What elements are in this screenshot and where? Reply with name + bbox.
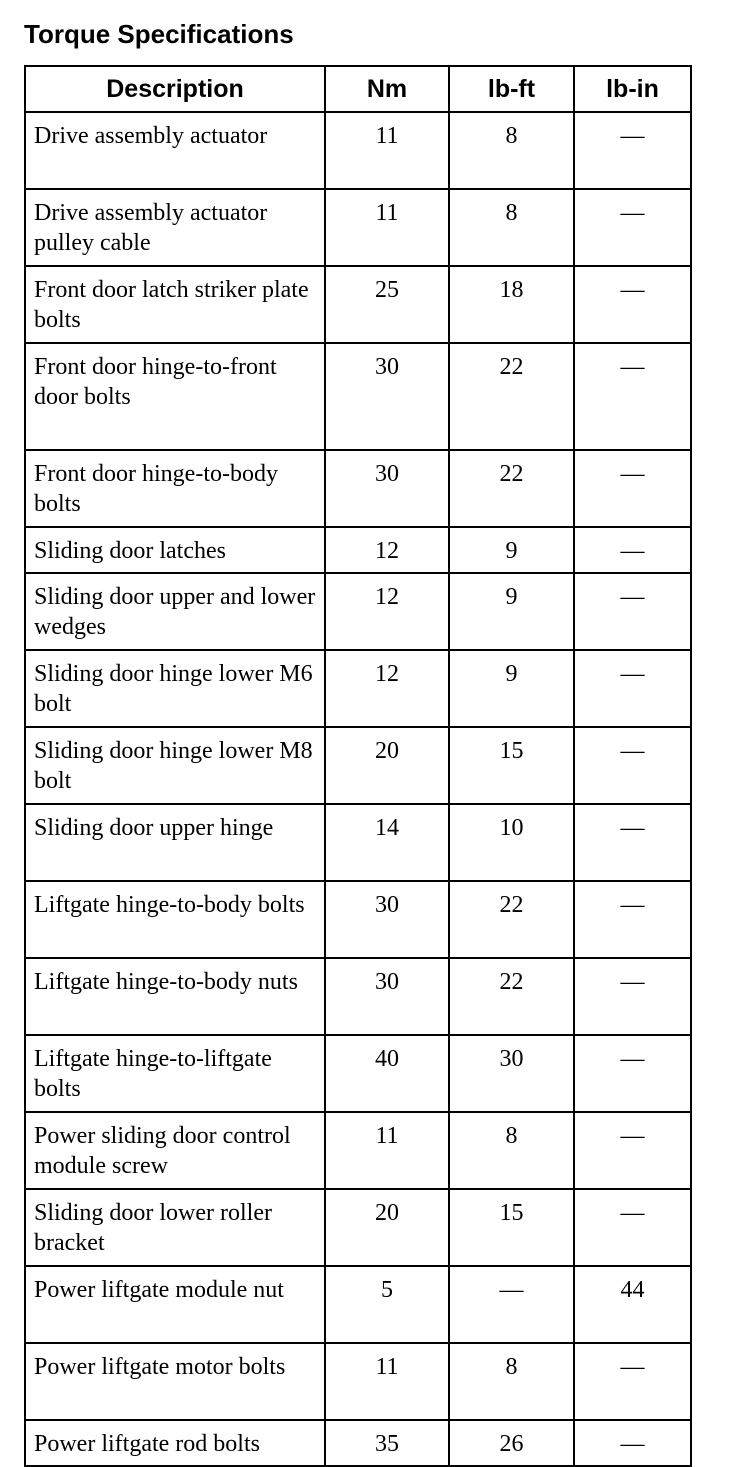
table-row [25, 1343, 691, 1420]
nm-cell: 11 [325, 112, 449, 189]
nm-cell: 12 [325, 573, 449, 650]
lb-in-cell: 44 [574, 1266, 691, 1343]
lb-ft-cell: 9 [449, 527, 574, 573]
table-row [25, 1420, 691, 1466]
lb-in-cell: — [574, 527, 691, 573]
lb-in-cell: — [574, 1343, 691, 1420]
nm-cell: 25 [325, 266, 449, 343]
lb-in-cell: — [574, 1112, 691, 1189]
lb-ft-cell: 22 [449, 958, 574, 1035]
document-title: Torque Specifications [24, 19, 294, 49]
torque-specifications-table [24, 65, 692, 1467]
header-nm: Nm [325, 66, 449, 112]
table-row [25, 450, 691, 527]
description-cell: Front door latch striker plate bolts [25, 266, 325, 343]
description-cell: Front door hinge-to-front door bolts [25, 343, 325, 450]
nm-cell: 20 [325, 1189, 449, 1266]
lb-ft-cell: 30 [449, 1035, 574, 1112]
lb-ft-cell: 8 [449, 189, 574, 266]
nm-cell: 35 [325, 1420, 449, 1466]
lb-ft-cell: 22 [449, 450, 574, 527]
nm-cell: 12 [325, 650, 449, 727]
table-row [25, 650, 691, 727]
lb-in-cell: — [574, 343, 691, 450]
table-row [25, 1266, 691, 1343]
lb-in-cell: — [574, 650, 691, 727]
lb-ft-cell: 8 [449, 1112, 574, 1189]
description-cell: Drive assembly actuator [25, 112, 325, 189]
lb-ft-cell: — [449, 1266, 574, 1343]
table-row [25, 343, 691, 450]
nm-cell: 30 [325, 958, 449, 1035]
lb-ft-cell: 9 [449, 650, 574, 727]
description-cell: Liftgate hinge-to-liftgate bolts [25, 1035, 325, 1112]
lb-in-cell: — [574, 1420, 691, 1466]
description-cell: Power liftgate module nut [25, 1266, 325, 1343]
description-cell: Sliding door hinge lower M6 bolt [25, 650, 325, 727]
lb-ft-cell: 18 [449, 266, 574, 343]
lb-in-cell: — [574, 1035, 691, 1112]
table-row [25, 804, 691, 881]
table-row [25, 1189, 691, 1266]
nm-cell: 14 [325, 804, 449, 881]
lb-in-cell: — [574, 450, 691, 527]
lb-in-cell: — [574, 804, 691, 881]
nm-cell: 11 [325, 189, 449, 266]
description-cell: Power liftgate rod bolts [25, 1420, 325, 1466]
table-row [25, 1112, 691, 1189]
table-row [25, 573, 691, 650]
table-row [25, 727, 691, 804]
nm-cell: 40 [325, 1035, 449, 1112]
nm-cell: 30 [325, 450, 449, 527]
lb-ft-cell: 22 [449, 343, 574, 450]
header-lb-ft: lb-ft [449, 66, 574, 112]
lb-in-cell: — [574, 189, 691, 266]
header-description: Description [25, 66, 325, 112]
table-row [25, 189, 691, 266]
lb-ft-cell: 9 [449, 573, 574, 650]
lb-ft-cell: 15 [449, 1189, 574, 1266]
description-cell: Liftgate hinge-to-body nuts [25, 958, 325, 1035]
description-cell: Drive assembly actuator pulley cable [25, 189, 325, 266]
table-row [25, 527, 691, 573]
table-header-row [25, 66, 691, 112]
description-cell: Liftgate hinge-to-body bolts [25, 881, 325, 958]
lb-ft-cell: 15 [449, 727, 574, 804]
nm-cell: 30 [325, 343, 449, 450]
lb-ft-cell: 26 [449, 1420, 574, 1466]
lb-in-cell: — [574, 958, 691, 1035]
lb-ft-cell: 22 [449, 881, 574, 958]
lb-in-cell: — [574, 727, 691, 804]
nm-cell: 11 [325, 1343, 449, 1420]
table-row [25, 881, 691, 958]
description-cell: Sliding door upper and lower wedges [25, 573, 325, 650]
lb-in-cell: — [574, 266, 691, 343]
nm-cell: 11 [325, 1112, 449, 1189]
description-cell: Sliding door upper hinge [25, 804, 325, 881]
nm-cell: 12 [325, 527, 449, 573]
description-cell: Power sliding door control module screw [25, 1112, 325, 1189]
table-row [25, 1035, 691, 1112]
lb-in-cell: — [574, 112, 691, 189]
description-cell: Sliding door latches [25, 527, 325, 573]
table-row [25, 266, 691, 343]
description-cell: Front door hinge-to-body bolts [25, 450, 325, 527]
description-cell: Sliding door lower roller bracket [25, 1189, 325, 1266]
table-row [25, 112, 691, 189]
lb-ft-cell: 8 [449, 1343, 574, 1420]
header-lb-in: lb-in [574, 66, 691, 112]
lb-in-cell: — [574, 573, 691, 650]
lb-ft-cell: 10 [449, 804, 574, 881]
nm-cell: 20 [325, 727, 449, 804]
lb-ft-cell: 8 [449, 112, 574, 189]
table-row [25, 958, 691, 1035]
nm-cell: 5 [325, 1266, 449, 1343]
lb-in-cell: — [574, 1189, 691, 1266]
description-cell: Sliding door hinge lower M8 bolt [25, 727, 325, 804]
description-cell: Power liftgate motor bolts [25, 1343, 325, 1420]
nm-cell: 30 [325, 881, 449, 958]
lb-in-cell: — [574, 881, 691, 958]
